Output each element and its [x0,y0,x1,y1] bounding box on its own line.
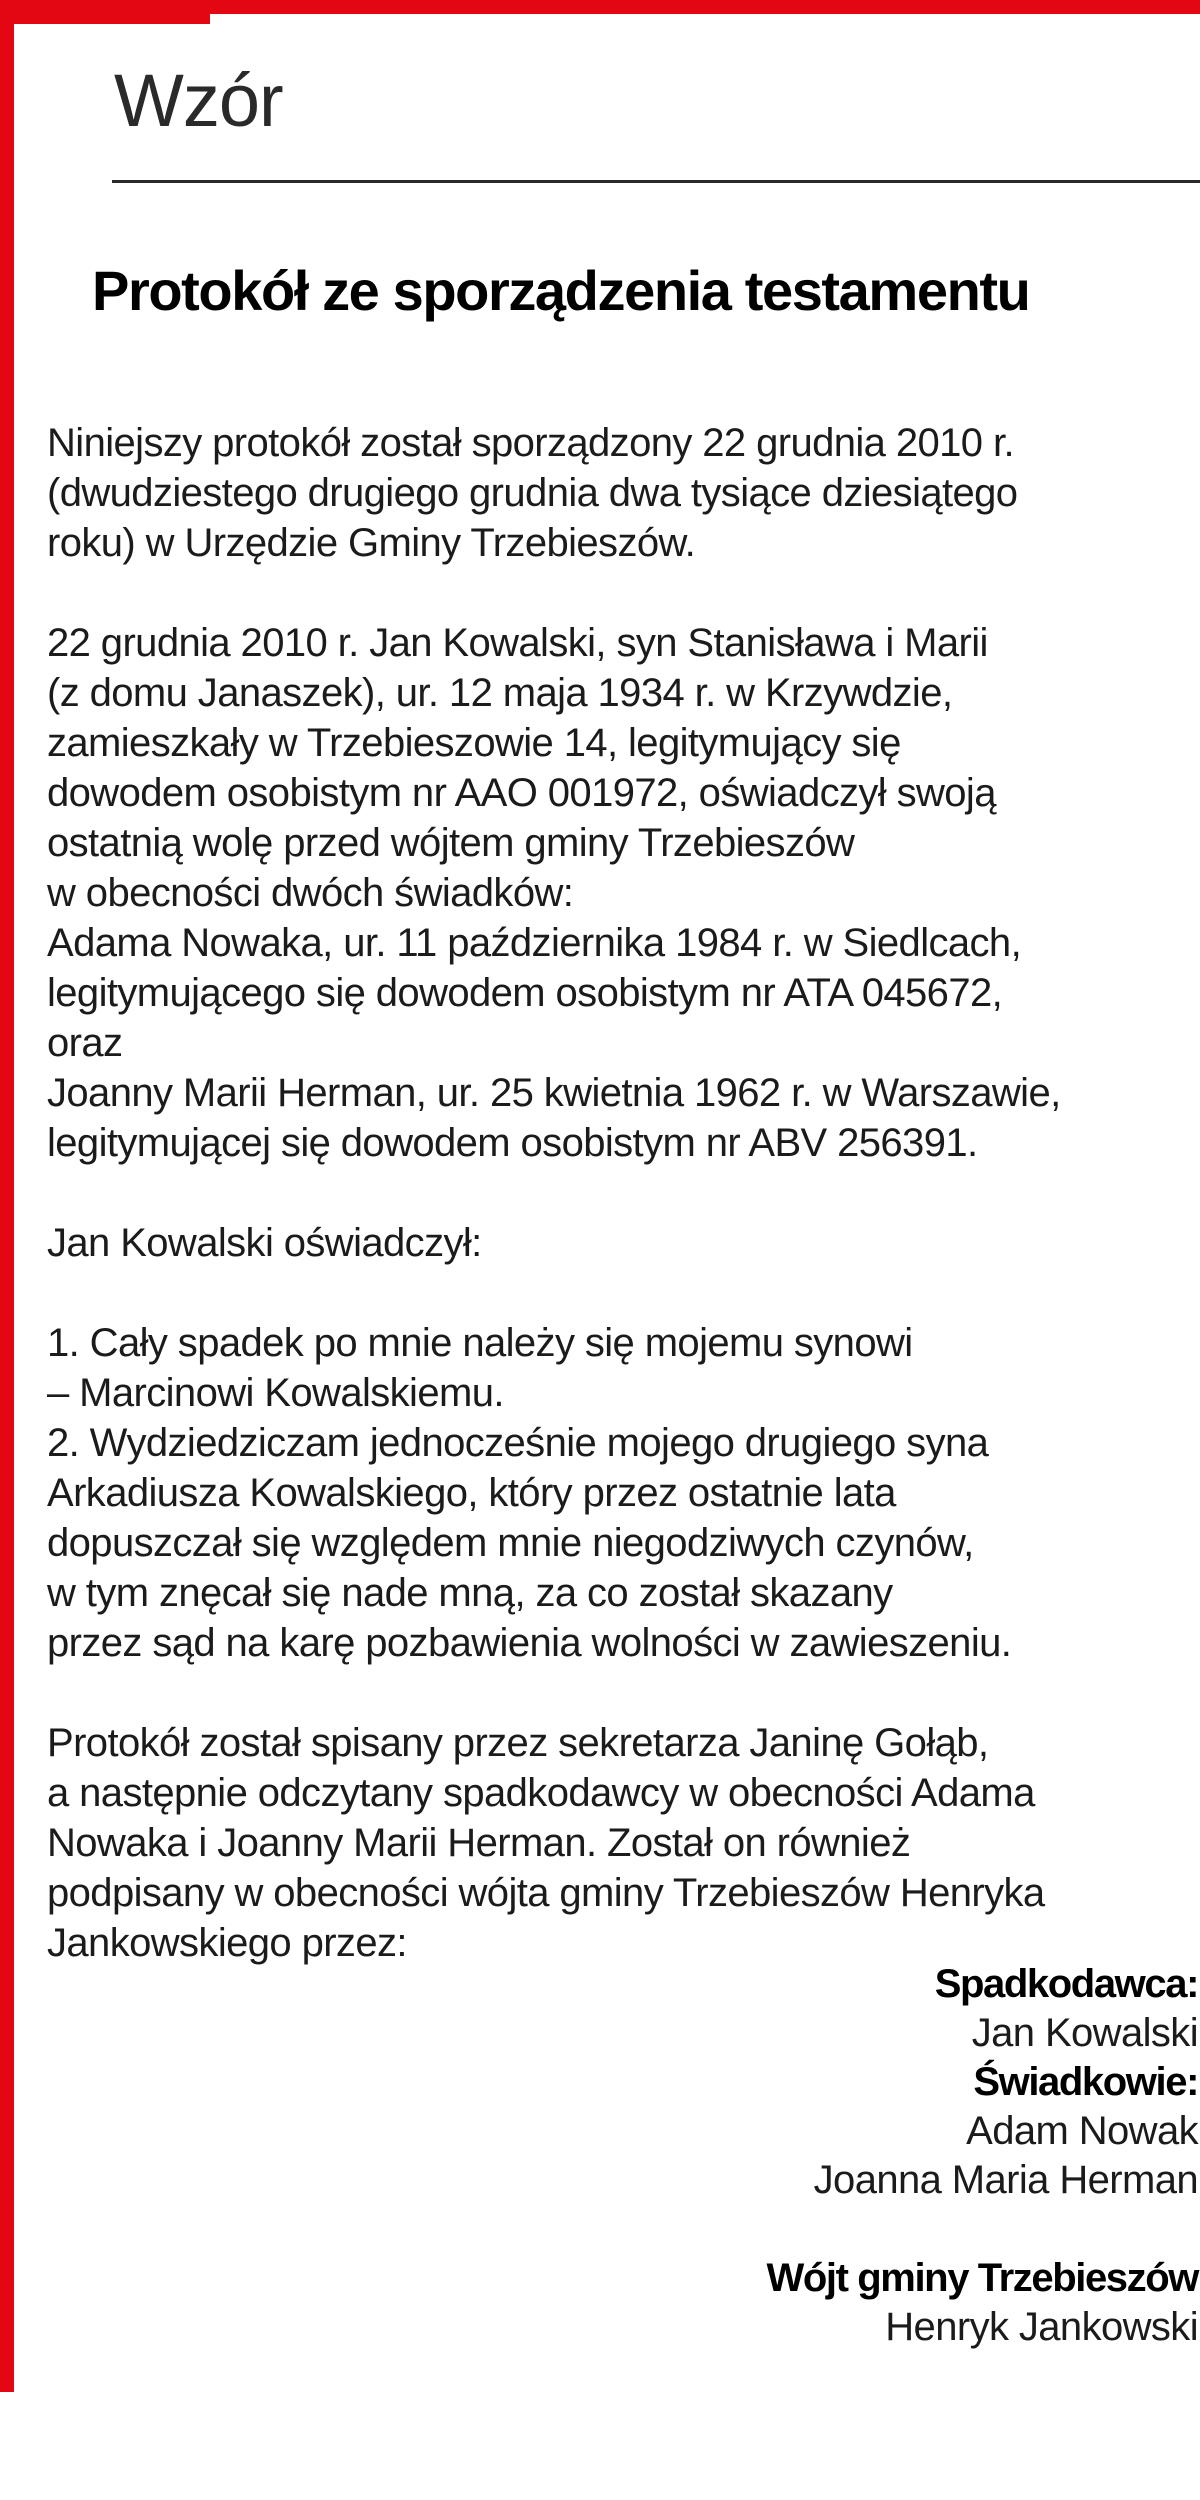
witness-name: Joanna Maria Herman [813,2158,1198,2202]
signature-block [767,1960,1198,2352]
testator-label: Spadkodawca: [934,1962,1198,2006]
witnesses-label: Świadkowie: [973,2060,1198,2104]
paragraph-declaration: Jan Kowalski oświadczył: [47,1221,482,1265]
red-frame-tab [0,0,210,24]
document-title: Protokół ze sporządzenia testamentu [92,259,1030,322]
witness-name: Adam Nowak [966,2109,1198,2153]
testator-name: Jan Kowalski [971,2011,1198,2055]
paragraph-intro: Niniejszy protokół został sporządzony 22 grudnia 2010 r. (dwudziestego drugiego grudnia dwa tysiące dziesiątego roku) w Urzędzie Gminy Trzebieszów. [47,421,1018,565]
paragraph-provisions: 1. Cały spadek po mnie należy się mojemu synowi – Marcinowi Kowalskiemu. 2. Wydziedziczam jednocześnie mojego drugiego syna Arkadiusza Kowalskiego, który przez ostatnie lata dopuszczał się względem mnie niegodziwych czynów, w tym znęcał się nade mną, za co został skazany przez sąd na karę pozbawienia wolności w zawieszeniu. [47,1321,1012,1665]
header-divider [112,180,1200,183]
mayor-name: Henryk Jankowski [885,2305,1198,2349]
mayor-label: Wójt gminy Trzebieszów [766,2256,1198,2300]
section-label: Wzór [114,59,283,142]
signature-spacer [767,2205,1198,2254]
document-body [47,418,1197,1968]
red-frame-left [0,0,14,2392]
paragraph-parties: 22 grudnia 2010 r. Jan Kowalski, syn Stanisława i Marii (z domu Janaszek), ur. 12 maja 1934 r. w Krzywdzie, zamieszkały w Trzebieszowie 14, legitymujący się dowodem osobistym nr AAO 001972, oświadczył swoją ostatnią wolę przed wójtem gminy Trzebieszów w obecności dwóch świadków: Adama Nowaka, ur. 11 października 1984 r. w Siedlcach, legitymującego się dowodem osobistym nr ATA 045672, oraz Joanny Marii Herman, ur. 25 kwietnia 1962 r. w Warszawie, legitymującej się dowodem osobistym nr ABV 256391. [47,621,1061,1165]
paragraph-closing: Protokół został spisany przez sekretarza Janinę Gołąb, a następnie odczytany spadkodawcy w obecności Adama Nowaka i Joanny Marii Herman. Został on również podpisany w obecności wójta gminy Trzebieszów Henryka Jankowskiego przez: [47,1721,1045,1965]
